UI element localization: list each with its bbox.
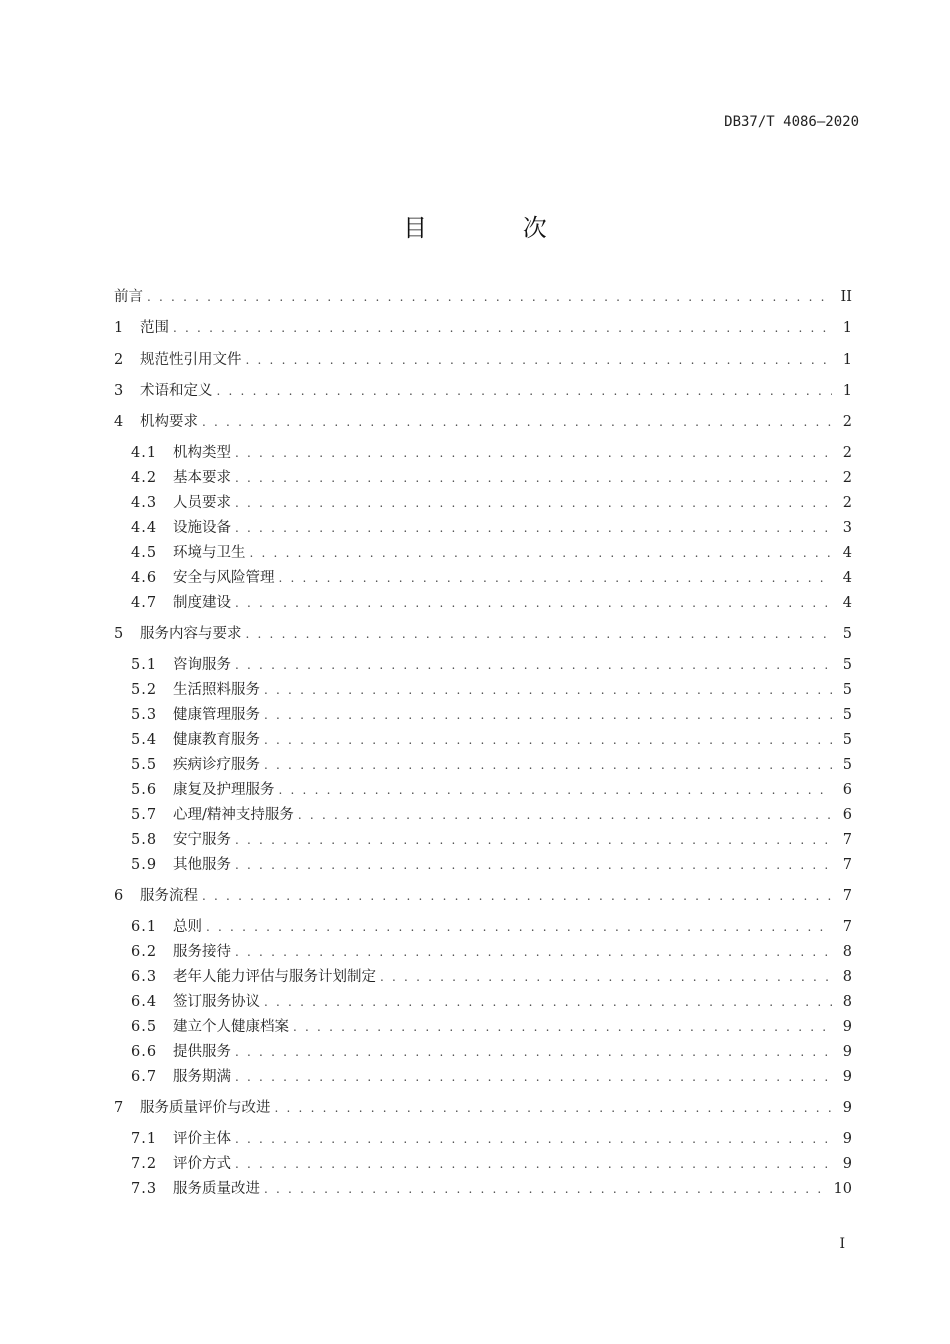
toc-leader-dots — [246, 349, 833, 371]
toc-entry-title: 机构类型 — [173, 445, 231, 461]
toc-entry[interactable] — [131, 1041, 852, 1063]
toc-entry-number: 5.5 — [131, 757, 158, 773]
toc-entry-title: 人员要求 — [173, 495, 231, 511]
toc-leader-dots — [235, 1041, 832, 1063]
toc-entry-page: 9 — [842, 1100, 852, 1116]
toc-entry-title: 服务流程 — [140, 888, 198, 904]
toc-entry-title: 服务期满 — [173, 1069, 231, 1085]
toc-entry-number: 6.2 — [131, 944, 158, 960]
toc-entry-number: 6.4 — [131, 994, 158, 1010]
toc-entry-title: 健康管理服务 — [173, 707, 260, 723]
toc-entry[interactable] — [131, 542, 852, 564]
toc-entry-page: 4 — [842, 545, 852, 561]
toc-leader-dots — [235, 941, 832, 963]
toc-entry-title: 康复及护理服务 — [173, 782, 275, 798]
toc-entry-number: 4.6 — [131, 570, 158, 586]
toc-entry-number: 7.2 — [131, 1156, 158, 1172]
toc-entry-title: 安宁服务 — [173, 832, 231, 848]
toc-entry[interactable] — [131, 679, 852, 701]
toc-leader-dots — [217, 380, 833, 402]
toc-entry-page: 1 — [842, 320, 852, 336]
toc-entry[interactable] — [131, 517, 852, 539]
toc-entry-title: 健康教育服务 — [173, 732, 260, 748]
toc-entry-title: 范围 — [140, 320, 169, 336]
toc-entry-title: 建立个人健康档案 — [173, 1019, 289, 1035]
toc-entry-page: 7 — [842, 857, 852, 873]
toc-entry-title: 前言 — [114, 289, 143, 305]
toc-leader-dots — [264, 1178, 828, 1200]
toc-leader-dots — [235, 829, 832, 851]
toc-entry-number: 4 — [114, 414, 124, 430]
toc-entry-title: 评价主体 — [173, 1131, 231, 1147]
toc-entry-number: 5.2 — [131, 682, 158, 698]
toc-entry-number: 5.7 — [131, 807, 158, 823]
toc-leader-dots — [279, 779, 833, 801]
toc-entry-number: 6 — [114, 888, 124, 904]
toc-entry-title: 设施设备 — [173, 520, 231, 536]
toc-entry-title: 疾病诊疗服务 — [173, 757, 260, 773]
toc-entry-title: 环境与卫生 — [173, 545, 246, 561]
toc-leader-dots — [235, 592, 832, 614]
toc-leader-dots — [298, 804, 832, 826]
toc-entry-number: 7.3 — [131, 1181, 158, 1197]
toc-leader-dots — [264, 991, 832, 1013]
toc-entry-number: 5.4 — [131, 732, 158, 748]
toc-entry[interactable] — [114, 623, 852, 645]
toc-entry[interactable] — [131, 1066, 852, 1088]
toc-entry-page: 9 — [842, 1044, 852, 1060]
toc-entry[interactable] — [114, 1097, 852, 1119]
toc-leader-dots — [147, 286, 832, 308]
toc-entry-page: 8 — [842, 944, 852, 960]
toc-entry[interactable] — [114, 317, 852, 339]
toc-leader-dots — [235, 492, 832, 514]
toc-entry[interactable] — [131, 829, 852, 851]
toc-entry[interactable] — [131, 567, 852, 589]
toc-leader-dots — [264, 679, 832, 701]
toc-entry-title: 服务接待 — [173, 944, 231, 960]
toc-entry[interactable] — [131, 729, 852, 751]
toc-entry[interactable] — [131, 704, 852, 726]
toc-entry-number: 6.6 — [131, 1044, 158, 1060]
toc-entry[interactable] — [114, 885, 852, 907]
toc-entry-page: 5 — [842, 707, 852, 723]
toc-entry-page: 5 — [842, 732, 852, 748]
toc-entry-title: 总则 — [173, 919, 202, 935]
toc-leader-dots — [173, 317, 832, 339]
toc-entry-title: 术语和定义 — [140, 383, 213, 399]
toc-entry-page: 2 — [842, 495, 852, 511]
toc-entry-page: 3 — [842, 520, 852, 536]
toc-entry-title: 老年人能力评估与服务计划制定 — [173, 969, 376, 985]
toc-entry-page: 10 — [833, 1181, 852, 1197]
toc-entry-page: 6 — [842, 782, 852, 798]
toc-entry-page: 9 — [842, 1131, 852, 1147]
toc-entry-title: 服务质量评价与改进 — [140, 1100, 271, 1116]
toc-entry-page: 7 — [842, 888, 852, 904]
toc-entry[interactable] — [131, 1153, 852, 1175]
toc-leader-dots — [264, 704, 832, 726]
toc-entry[interactable] — [114, 349, 852, 371]
toc-entry-page: 2 — [842, 470, 852, 486]
toc-entry-number: 5.8 — [131, 832, 158, 848]
toc-entry-page: 9 — [842, 1019, 852, 1035]
toc-entry-title: 签订服务协议 — [173, 994, 260, 1010]
toc-leader-dots — [380, 966, 832, 988]
toc-entry-number: 6.3 — [131, 969, 158, 985]
toc-leader-dots — [202, 885, 832, 907]
toc-entry-title: 制度建设 — [173, 595, 231, 611]
toc-entry-page: 7 — [842, 919, 852, 935]
toc-entry-title: 提供服务 — [173, 1044, 231, 1060]
toc-entry[interactable] — [131, 941, 852, 963]
toc-entry-page: 2 — [842, 445, 852, 461]
toc-entry-title: 其他服务 — [173, 857, 231, 873]
toc-entry-number: 4.7 — [131, 595, 158, 611]
toc-entry-page: 9 — [842, 1069, 852, 1085]
toc-leader-dots — [235, 1066, 832, 1088]
toc-entry-page: 1 — [842, 383, 852, 399]
toc-leader-dots — [264, 754, 832, 776]
toc-entry-page: 2 — [842, 414, 852, 430]
toc-entry-page: 6 — [842, 807, 852, 823]
toc-entry-page: 4 — [842, 570, 852, 586]
toc-entry-number: 7.1 — [131, 1131, 158, 1147]
toc-leader-dots — [206, 916, 832, 938]
toc-entry-page: 4 — [842, 595, 852, 611]
toc-leader-dots — [264, 729, 832, 751]
toc-entry-page: 1 — [842, 352, 852, 368]
toc-entry-number: 5.1 — [131, 657, 158, 673]
toc-entry-number: 6.1 — [131, 919, 158, 935]
toc-entry[interactable] — [131, 754, 852, 776]
footer-page-number: I — [839, 1236, 845, 1252]
toc-leader-dots — [275, 1097, 833, 1119]
toc-entry[interactable] — [131, 442, 852, 464]
toc-entry[interactable] — [131, 916, 852, 938]
toc-entry[interactable] — [131, 1016, 852, 1038]
toc-entry-title: 服务内容与要求 — [140, 626, 242, 642]
toc-entry[interactable] — [131, 1128, 852, 1150]
toc-entry[interactable] — [131, 654, 852, 676]
toc-entry-number: 3 — [114, 383, 124, 399]
toc-entry-page: 5 — [842, 657, 852, 673]
toc-entry-number: 4.2 — [131, 470, 158, 486]
toc-entry[interactable] — [131, 966, 852, 988]
toc-entry[interactable] — [114, 286, 852, 308]
toc-entry-title: 机构要求 — [140, 414, 198, 430]
toc-entry-number: 2 — [114, 352, 124, 368]
toc-leader-dots — [246, 623, 833, 645]
toc-entry-title: 规范性引用文件 — [140, 352, 242, 368]
toc-entry[interactable] — [131, 854, 852, 876]
toc-entry-page: 5 — [842, 757, 852, 773]
toc-entry-page: 8 — [842, 994, 852, 1010]
toc-entry[interactable] — [131, 804, 852, 826]
toc-entry-number: 6.7 — [131, 1069, 158, 1085]
toc-entry[interactable] — [114, 380, 852, 402]
toc-leader-dots — [235, 442, 832, 464]
standard-code: DB37/T 4086—2020 — [724, 114, 859, 130]
toc-entry-number: 6.5 — [131, 1019, 158, 1035]
toc-leader-dots — [293, 1016, 832, 1038]
toc-leader-dots — [235, 467, 832, 489]
toc-leader-dots — [235, 854, 832, 876]
toc-entry-number: 4.5 — [131, 545, 158, 561]
toc-entry[interactable] — [131, 467, 852, 489]
toc-entry-number: 1 — [114, 320, 124, 336]
toc-entry-title: 咨询服务 — [173, 657, 231, 673]
toc-entry-title: 心理/精神支持服务 — [173, 807, 294, 823]
toc-leader-dots — [235, 654, 832, 676]
toc-entry-number: 5.3 — [131, 707, 158, 723]
toc-leader-dots — [235, 1153, 832, 1175]
toc-entry-page: 9 — [842, 1156, 852, 1172]
toc-entry-number: 4.3 — [131, 495, 158, 511]
toc-entry-number: 4.4 — [131, 520, 158, 536]
toc-leader-dots — [279, 567, 833, 589]
toc-entry-page: 8 — [842, 969, 852, 985]
toc-leader-dots — [235, 517, 832, 539]
toc-entry-number: 5 — [114, 626, 124, 642]
toc-entry-number: 5.6 — [131, 782, 158, 798]
toc-entry[interactable] — [131, 1178, 852, 1200]
toc-entry-title: 生活照料服务 — [173, 682, 260, 698]
toc-leader-dots — [250, 542, 833, 564]
toc-entry[interactable] — [114, 411, 852, 433]
toc-entry-page: 5 — [842, 626, 852, 642]
toc-entry-title: 安全与风险管理 — [173, 570, 275, 586]
toc-entry-title: 基本要求 — [173, 470, 231, 486]
toc-entry[interactable] — [131, 991, 852, 1013]
toc-leader-dots — [202, 411, 832, 433]
toc-entry-page: 5 — [842, 682, 852, 698]
toc-entry-title: 评价方式 — [173, 1156, 231, 1172]
toc-entry[interactable] — [131, 779, 852, 801]
toc-entry-number: 7 — [114, 1100, 124, 1116]
toc-entry[interactable] — [131, 592, 852, 614]
toc-leader-dots — [235, 1128, 832, 1150]
toc-entry-page: II — [840, 289, 852, 305]
toc-entry-number: 4.1 — [131, 445, 158, 461]
toc-entry-page: 7 — [842, 832, 852, 848]
toc-entry-title: 服务质量改进 — [173, 1181, 260, 1197]
toc-entry-number: 5.9 — [131, 857, 158, 873]
toc-entry[interactable] — [131, 492, 852, 514]
page-title: 目 次 — [403, 214, 591, 242]
